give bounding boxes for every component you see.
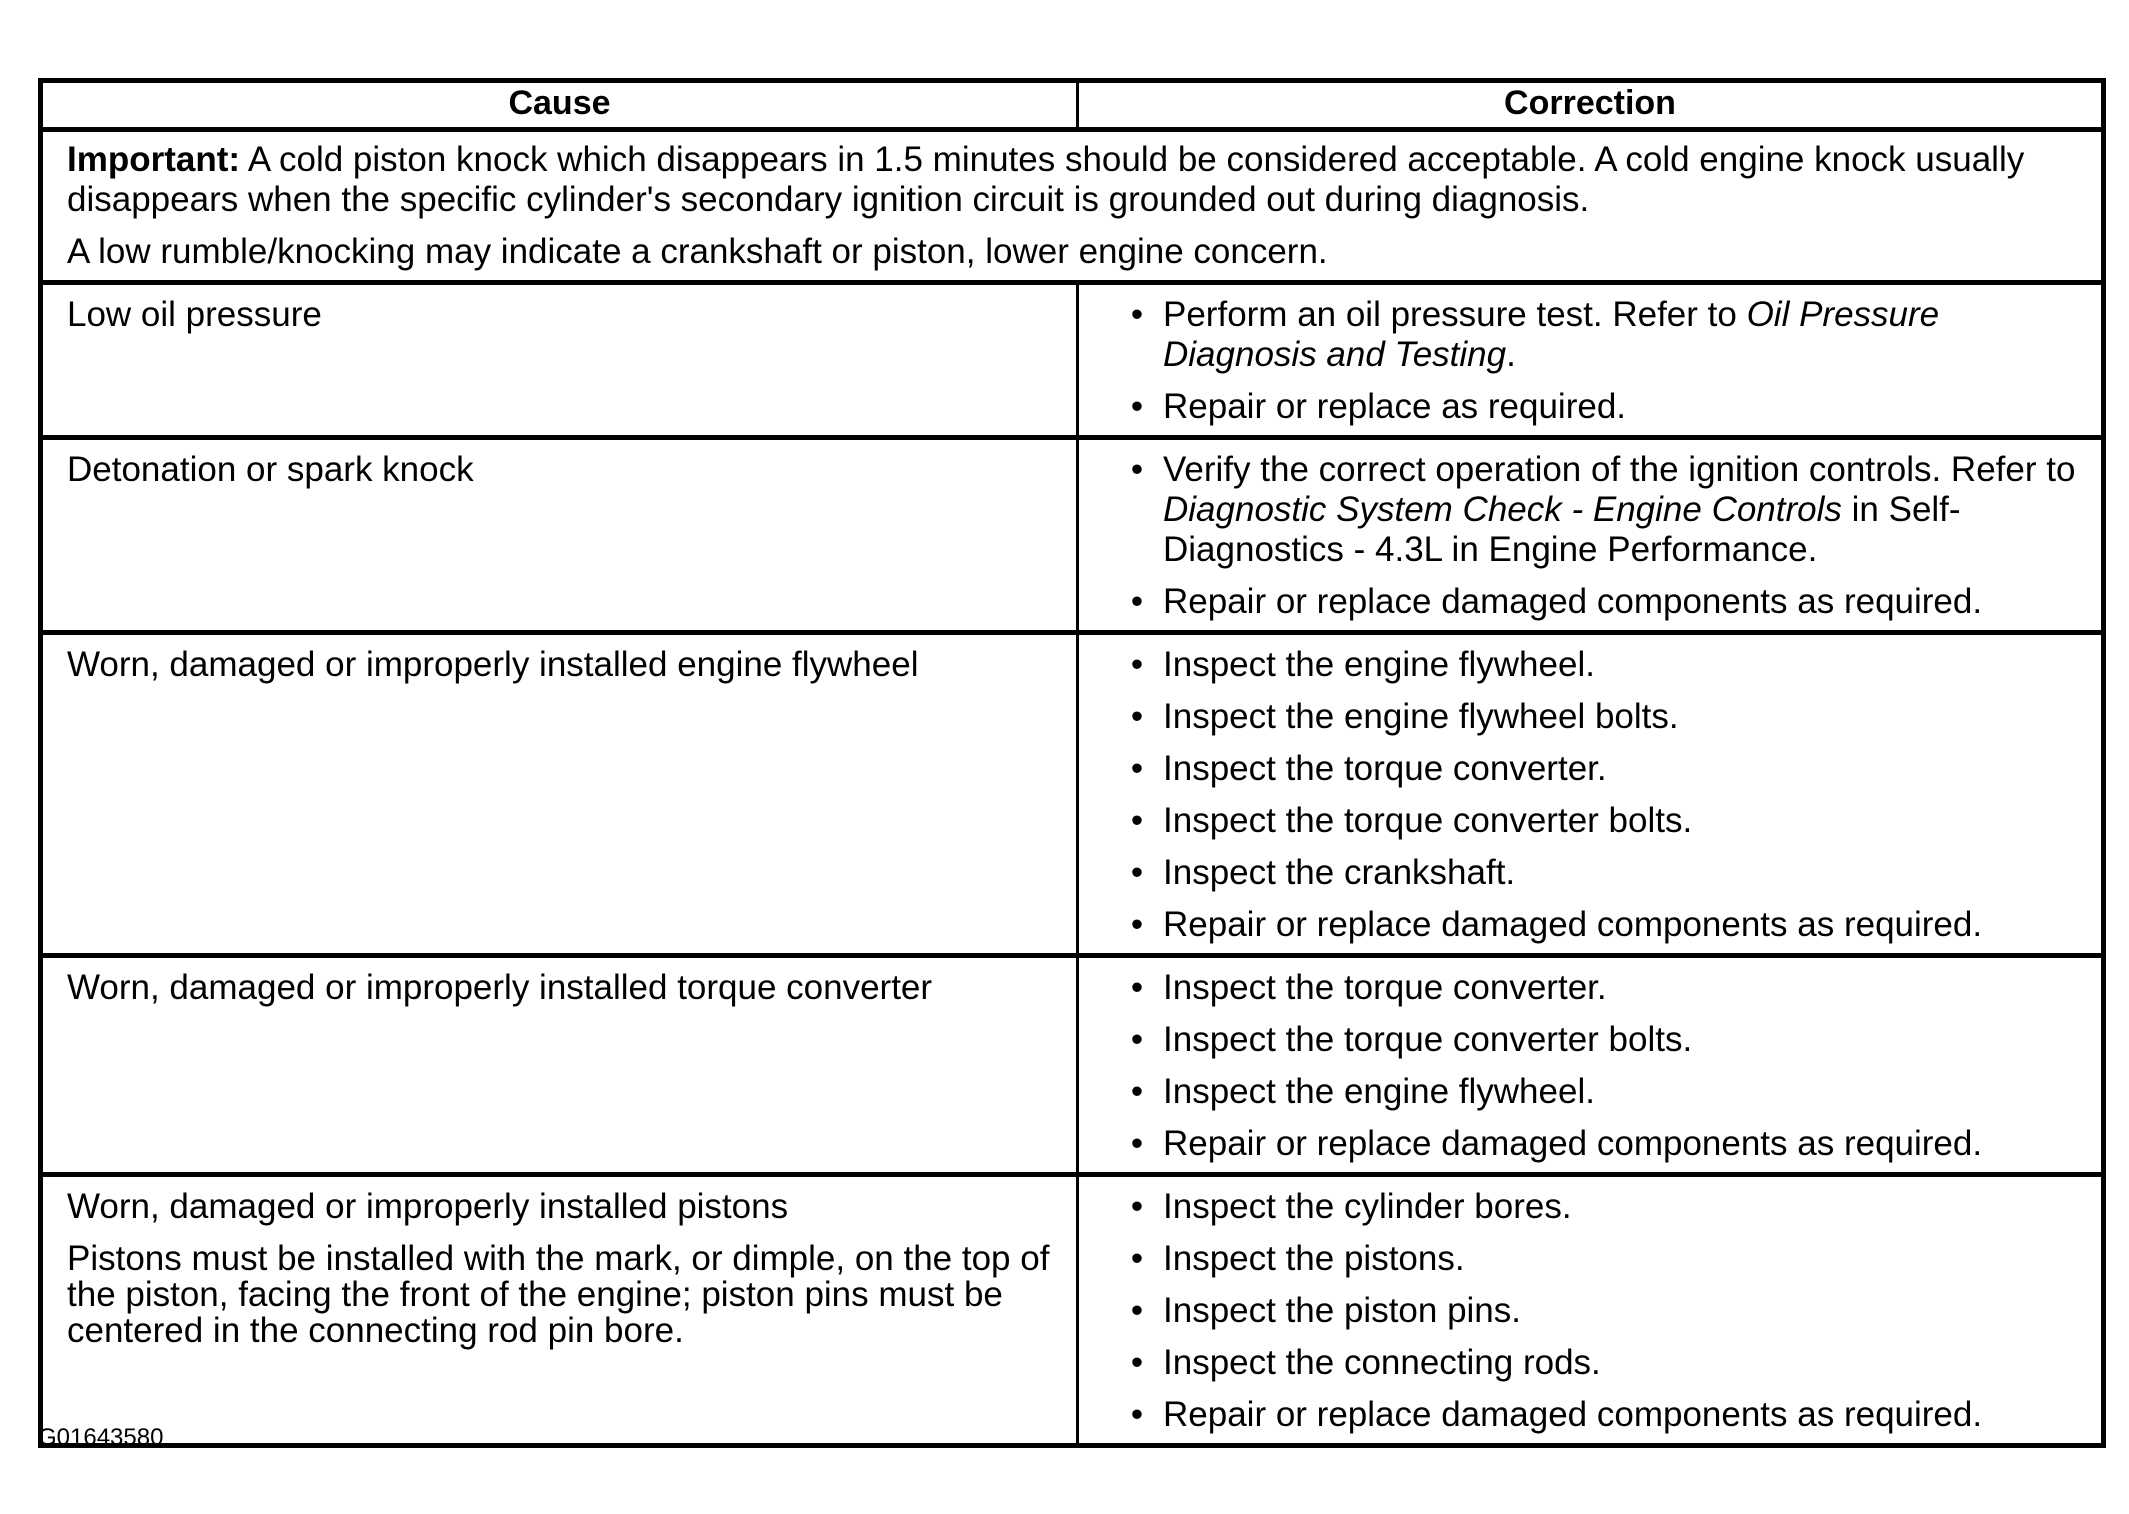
correction-text: Inspect the torque converter.: [1163, 749, 1607, 788]
correction-text: Inspect the torque converter bolts.: [1163, 1020, 1693, 1059]
bullet-icon: •: [1130, 1239, 1144, 1278]
correction-list: [1127, 1187, 2081, 1435]
correction-item: [1127, 1291, 2081, 1331]
bullet-icon: •: [1130, 1187, 1144, 1226]
correction-item: [1127, 1020, 2081, 1060]
correction-text: Perform an oil pressure test. Refer to: [1163, 295, 1747, 334]
correction-text: Repair or replace damaged components as required.: [1163, 905, 1983, 944]
correction-suffix: .: [1506, 335, 1516, 374]
correction-cell: [1078, 1175, 2104, 1446]
correction-text: Verify the correct operation of the ignition controls. Refer to: [1163, 450, 2076, 489]
correction-item: [1127, 1343, 2081, 1383]
correction-text: Inspect the torque converter bolts.: [1163, 801, 1693, 840]
correction-text: Inspect the engine flywheel.: [1163, 645, 1595, 684]
bullet-icon: •: [1130, 697, 1144, 736]
correction-text: Inspect the piston pins.: [1163, 1291, 1521, 1330]
correction-item: [1127, 295, 2081, 375]
correction-item: [1127, 645, 2081, 685]
correction-text: Repair or replace damaged components as required.: [1163, 1124, 1983, 1163]
cause-cell: [41, 956, 1078, 1175]
header-cause: Cause: [41, 81, 1078, 130]
important-label: Important:: [67, 140, 241, 179]
cause-text: Worn, damaged or improperly installed pistons: [67, 1187, 789, 1226]
cause-cell: [41, 283, 1078, 438]
correction-text: Inspect the engine flywheel bolts.: [1163, 697, 1679, 736]
cause-text: Worn, damaged or improperly installed torque converter: [67, 968, 933, 1007]
correction-cell: [1078, 956, 2104, 1175]
cause-cell: [41, 633, 1078, 956]
correction-cell: [1078, 283, 2104, 438]
bullet-icon: •: [1130, 645, 1144, 684]
cause-text: Detonation or spark knock: [67, 450, 474, 489]
correction-text: Inspect the crankshaft.: [1163, 853, 1516, 892]
important-text: A cold piston knock which disappears in 1.5 minutes should be considered acceptable. A cold engine knock usually disappears when the specific cylinder's secondary ignition circuit is grounded out during diagnosis.: [67, 140, 2025, 219]
correction-item: [1127, 1072, 2081, 1112]
cause-text: Low oil pressure: [67, 295, 322, 334]
important-note: A low rumble/knocking may indicate a crankshaft or piston, lower engine concern.: [67, 232, 1328, 271]
table-row: [41, 438, 2104, 633]
bullet-icon: •: [1130, 450, 1144, 489]
correction-item: [1127, 1239, 2081, 1279]
correction-item: [1127, 749, 2081, 789]
bullet-icon: •: [1130, 582, 1144, 621]
correction-reference: Diagnostic System Check - Engine Controls: [1163, 490, 1842, 529]
correction-text: Inspect the pistons.: [1163, 1239, 1465, 1278]
bullet-icon: •: [1130, 295, 1144, 334]
correction-text: Repair or replace damaged components as required.: [1163, 1395, 1983, 1434]
correction-item: [1127, 853, 2081, 893]
important-cell: [41, 130, 2104, 283]
correction-suffix: in Self-Diagnostics - 4.3L in Engine Performance.: [1163, 490, 1961, 569]
bullet-icon: •: [1130, 1072, 1144, 1111]
bullet-icon: •: [1130, 387, 1144, 426]
correction-cell: [1078, 438, 2104, 633]
bullet-icon: •: [1130, 801, 1144, 840]
correction-item: [1127, 697, 2081, 737]
cause-cell: [41, 1175, 1078, 1446]
correction-list: [1127, 295, 2081, 427]
cause-text: Worn, damaged or improperly installed engine flywheel: [67, 645, 919, 684]
correction-item: [1127, 1187, 2081, 1227]
correction-item: [1127, 582, 2081, 622]
correction-text: Repair or replace as required.: [1163, 387, 1627, 426]
correction-item: [1127, 387, 2081, 427]
correction-list: [1127, 450, 2081, 622]
table-row: [41, 633, 2104, 956]
correction-list: [1127, 645, 2081, 945]
bullet-icon: •: [1130, 749, 1144, 788]
bullet-icon: •: [1130, 1020, 1144, 1059]
cause-cell: [41, 438, 1078, 633]
correction-item: [1127, 1124, 2081, 1164]
bullet-icon: •: [1130, 1291, 1144, 1330]
important-paragraph: [67, 140, 2077, 220]
correction-item: [1127, 968, 2081, 1008]
header-row: [41, 81, 2104, 130]
correction-list: [1127, 968, 2081, 1164]
bullet-icon: •: [1130, 968, 1144, 1007]
header-correction: Correction: [1078, 81, 2104, 130]
bullet-icon: •: [1130, 1124, 1144, 1163]
figure-id: G01643580: [38, 1424, 164, 1451]
correction-item: [1127, 1395, 2081, 1435]
bullet-icon: •: [1130, 853, 1144, 892]
correction-item: [1127, 801, 2081, 841]
correction-text: Repair or replace damaged components as required.: [1163, 582, 1983, 621]
correction-reference: Oil Pressure Diagnosis and Testing: [1163, 295, 1940, 374]
bullet-icon: •: [1130, 1395, 1144, 1434]
table-row: [41, 1175, 2104, 1446]
table-row: [41, 956, 2104, 1175]
cause-note: Pistons must be installed with the mark, or dimple, on the top of the piston, facing the front of the engine; piston pins must be centered in the connecting rod pin bore.: [67, 1239, 1050, 1350]
diagnosis-table: [38, 78, 2106, 1448]
correction-item: [1127, 450, 2081, 570]
correction-text: Inspect the connecting rods.: [1163, 1343, 1601, 1382]
correction-text: Inspect the engine flywheel.: [1163, 1072, 1595, 1111]
bullet-icon: •: [1130, 905, 1144, 944]
correction-item: [1127, 905, 2081, 945]
important-row: [41, 130, 2104, 283]
table-row: [41, 283, 2104, 438]
correction-text: Inspect the torque converter.: [1163, 968, 1607, 1007]
bullet-icon: •: [1130, 1343, 1144, 1382]
correction-text: Inspect the cylinder bores.: [1163, 1187, 1572, 1226]
correction-cell: [1078, 633, 2104, 956]
